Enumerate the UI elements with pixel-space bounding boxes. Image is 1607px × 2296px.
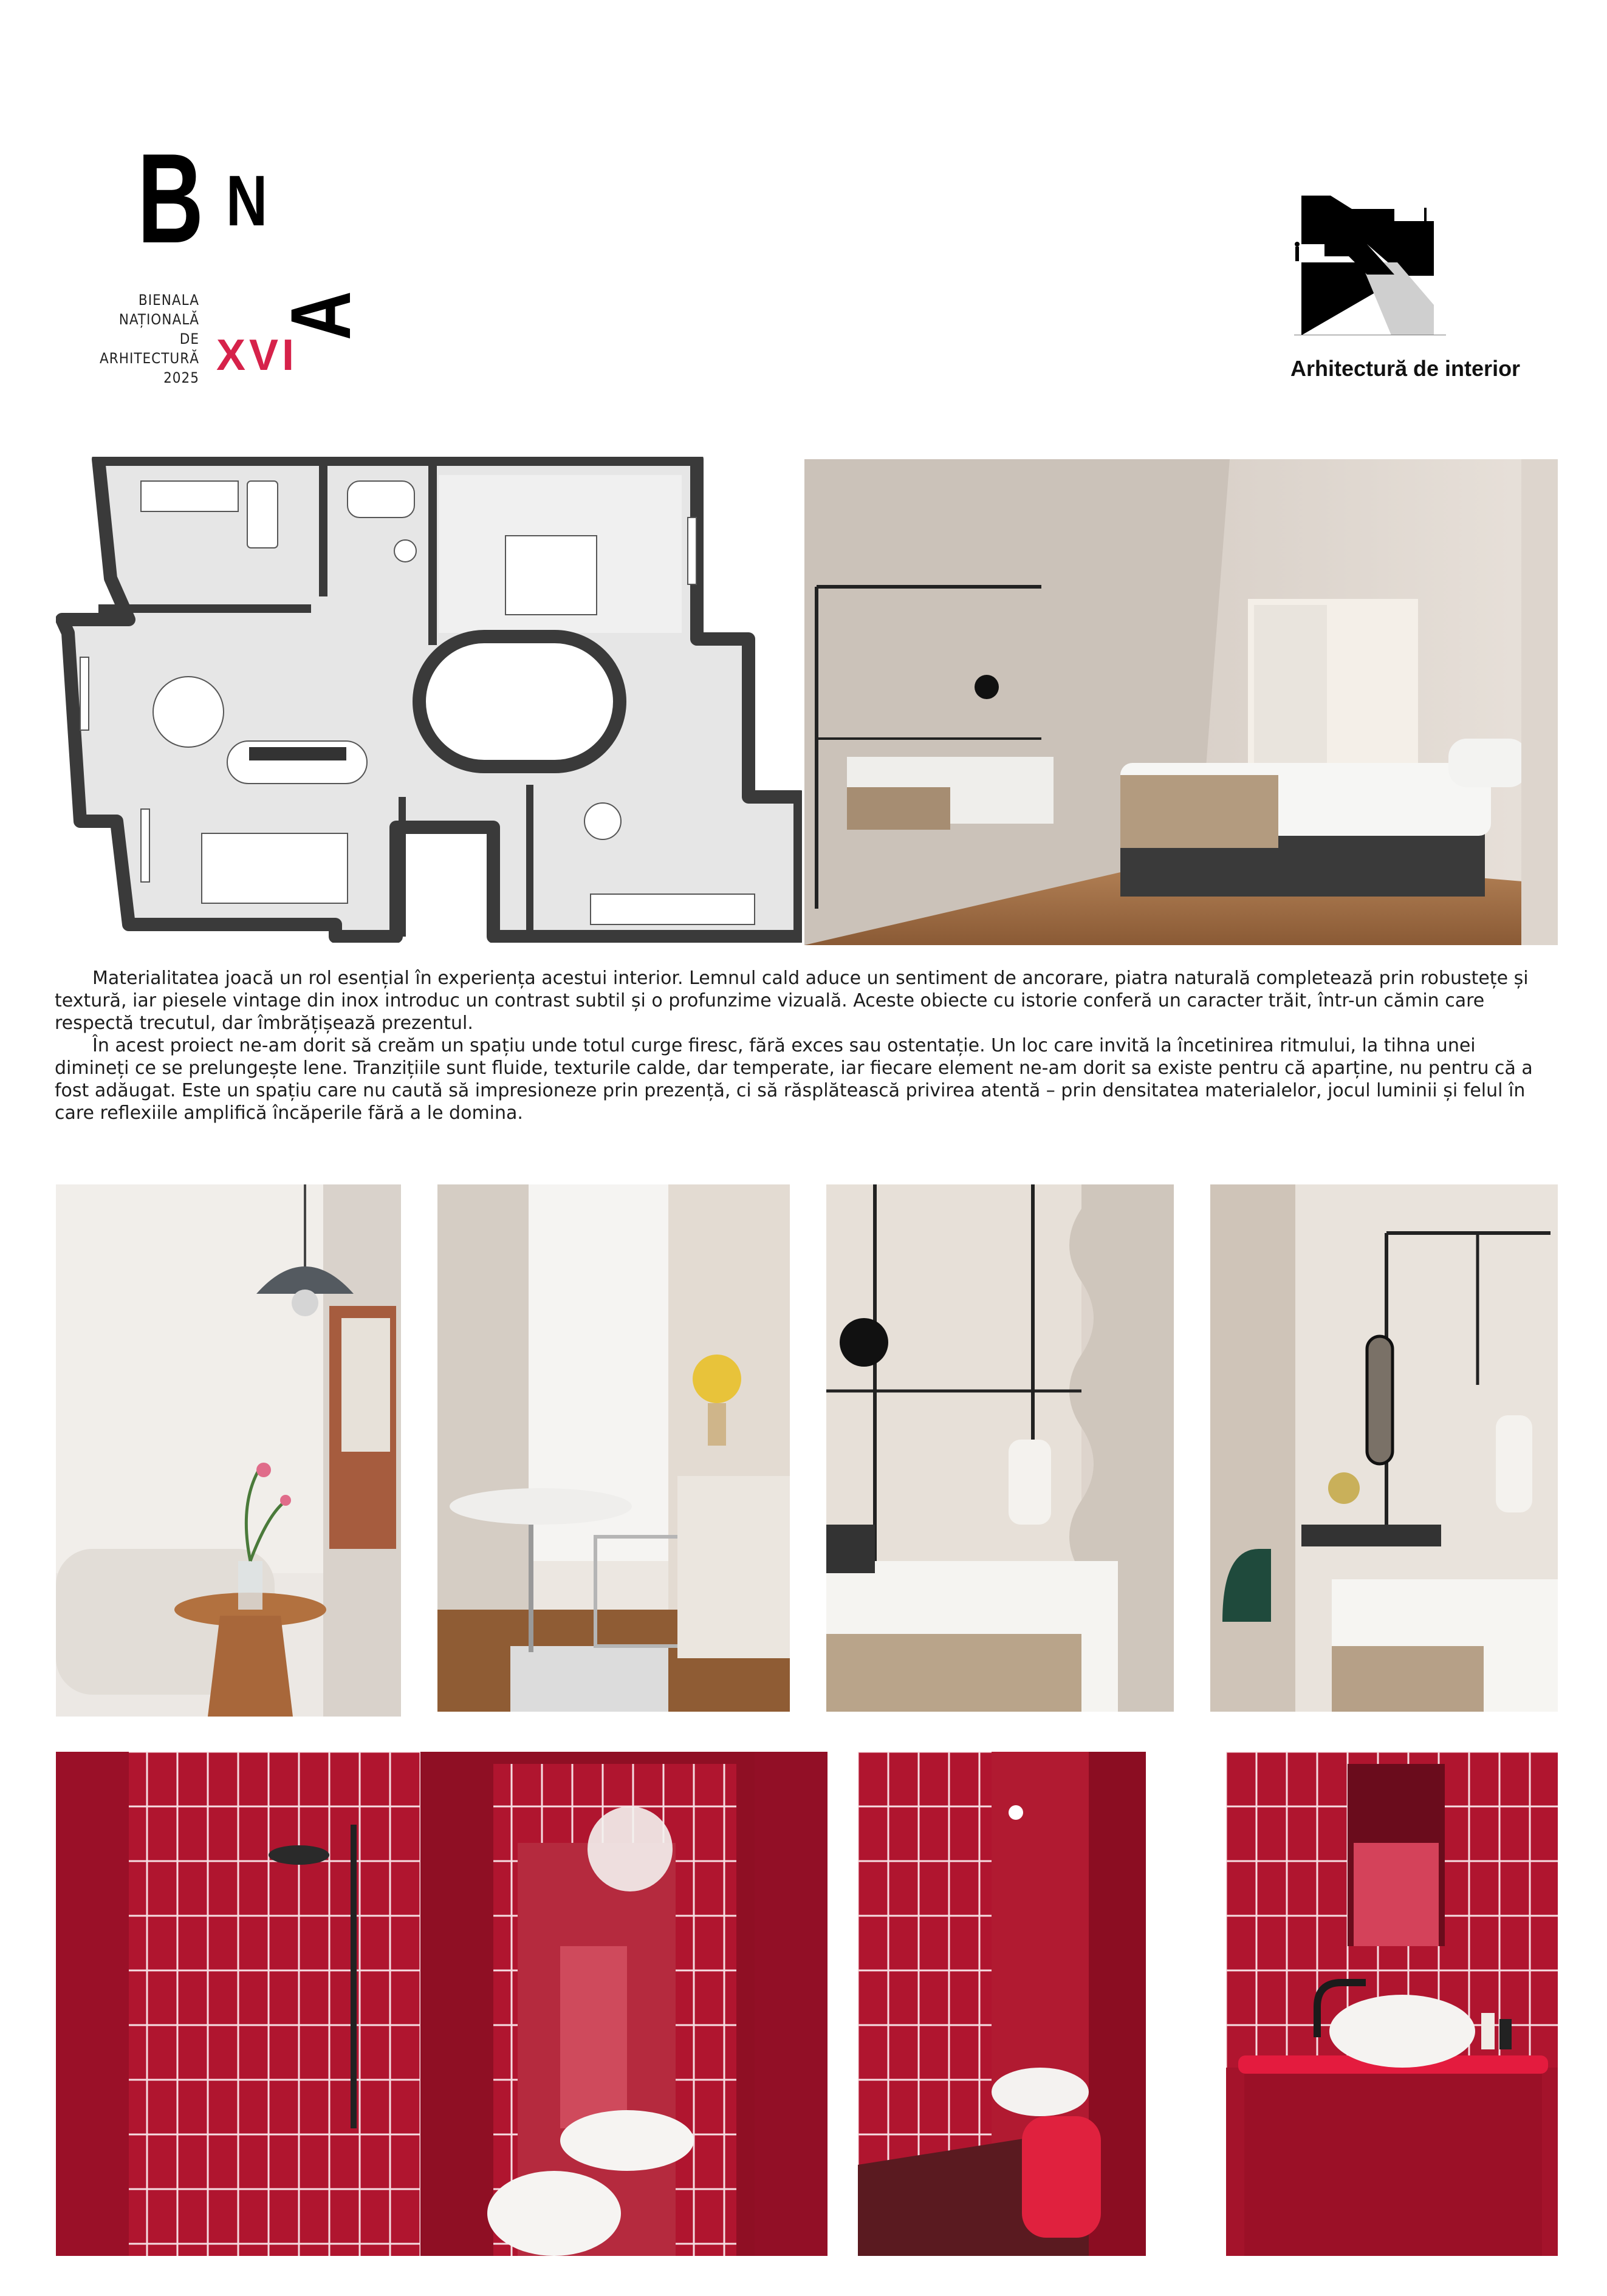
logo-edition: XVI — [216, 331, 298, 380]
body-paragraph: Materialitatea joacă un rol esențial în experiența acestui interior. Lemnul cald aduce un sentiment de ancorare, piatra naturală completează prin robustețe și textură, iar piesele vintage din inox introduc un contrast subtil și o profunzime vizuală. Aceste obiecte cu istorie conferă un caracter trăit, într-un cămin care respectă trecutul, dar îmbrățișează prezentul. — [55, 968, 1529, 1034]
body-text — [55, 967, 1552, 1124]
red-bathroom-corridor-photo — [858, 1752, 1146, 2256]
logo-letter-n: N — [226, 161, 268, 241]
bedroom-mirror-detail-photo — [826, 1184, 1174, 1712]
bedroom-photo — [804, 459, 1558, 945]
section-label: Arhitectură de interior — [1290, 356, 1521, 381]
logo-subtitle-line: DE — [179, 330, 199, 347]
logo-subtitle — [97, 290, 199, 388]
logo-subtitle-line: NAȚIONALĂ — [118, 311, 199, 328]
logo-letter-b: B — [137, 127, 204, 270]
logo-letter-a: A — [273, 291, 368, 340]
bedroom-vanity-photo — [1210, 1184, 1558, 1712]
red-bathroom-shower-photo — [56, 1752, 827, 2256]
kitchen-dining-photo — [437, 1184, 790, 1712]
red-bathroom-sink-photo — [1226, 1752, 1558, 2256]
logo-subtitle-line: 2025 — [163, 369, 199, 386]
logo-subtitle-line: BIENALA — [138, 292, 199, 309]
floor-plan — [56, 457, 802, 943]
dining-nook-photo — [56, 1184, 401, 1717]
logo-subtitle-line: ARHITECTURĂ — [99, 350, 199, 367]
body-paragraph: În acest proiect ne-am dorit să creăm un spațiu unde totul curge firesc, fără exces sau ostentație. Un loc care invită la încetinirea ritmului, la tihna unei dimineți ce se prelungește lene. Tranzițiile sunt fluide, texturile calde, dar temperate, iar fiecare element ne-am dorit sa existe pentru că aparține, nu pentru că a fost adăugat. Este un spațiu care nu caută să impresioneze prin prezență, ci să răsplătească privirea atentă – prin densitatea materialelor, jocul luminii și felul în care reflexiile amplifică încăperile fără a le domina. — [55, 1035, 1533, 1124]
interior-architecture-icon — [1288, 196, 1446, 335]
